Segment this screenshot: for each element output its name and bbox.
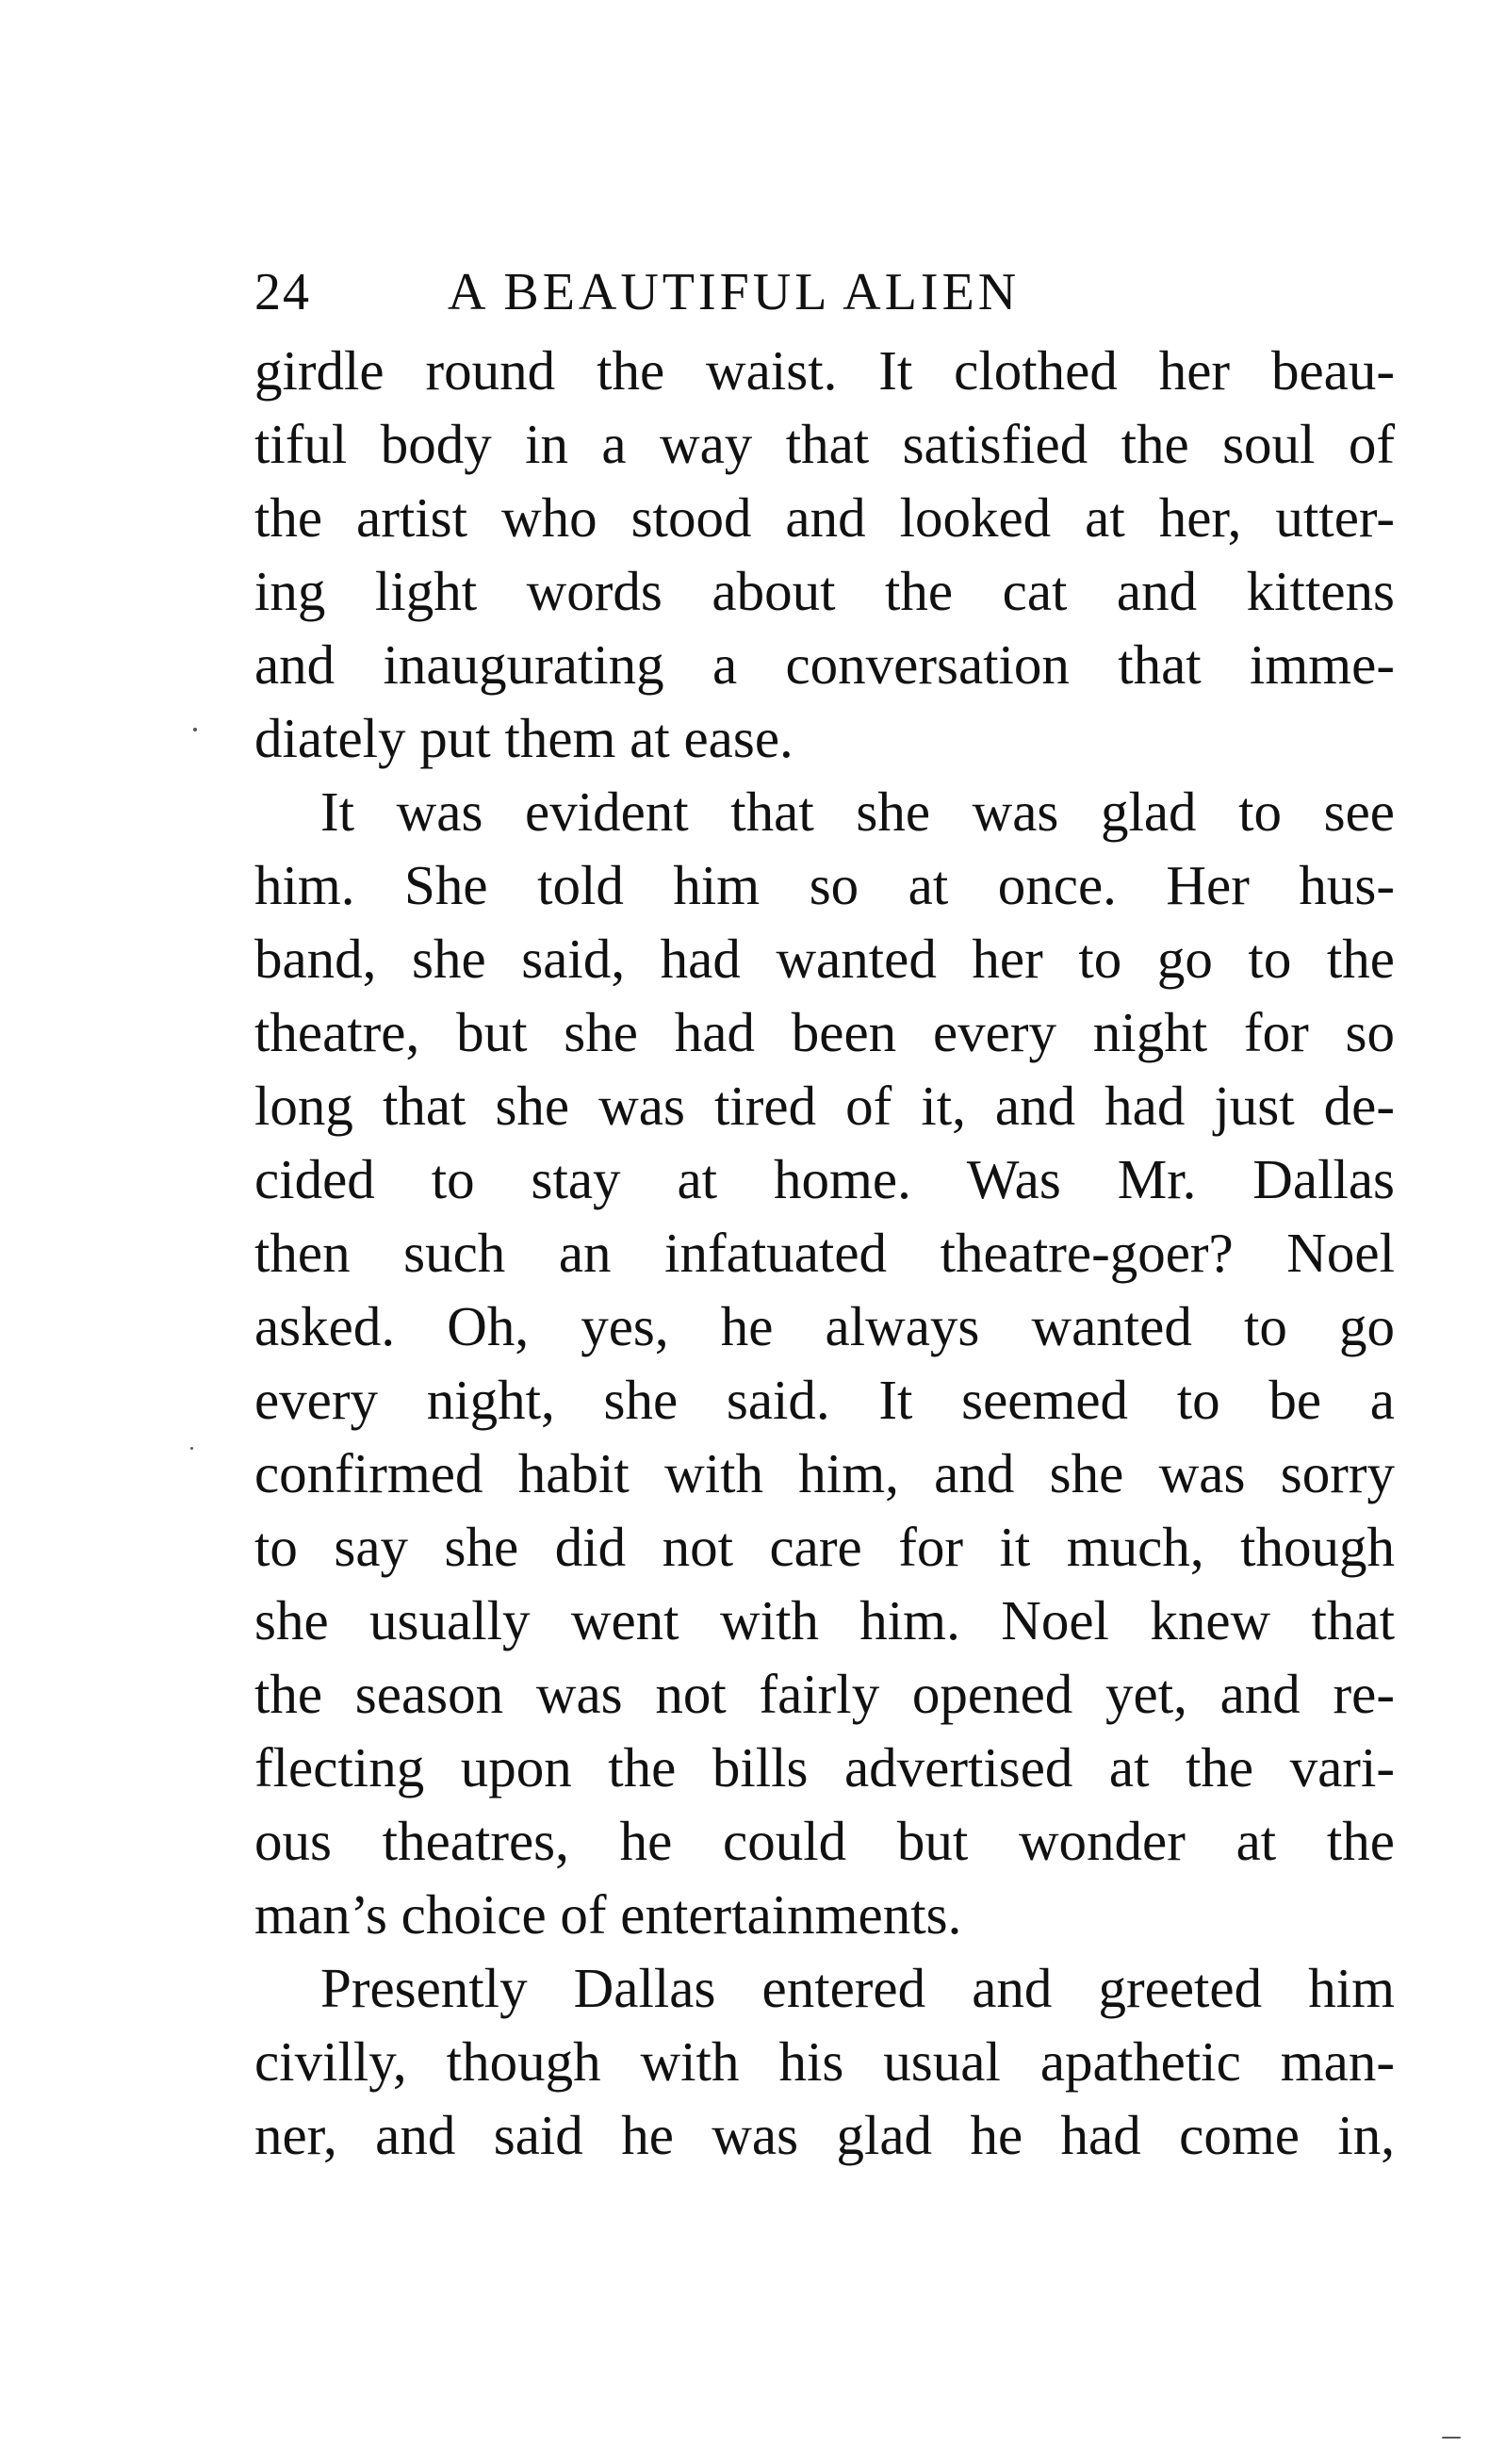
text-line: confirmed habit with him, and she was sorry (254, 1442, 1395, 1504)
scan-speck (190, 1447, 193, 1450)
text-line: every night, she said. It seemed to be a (254, 1369, 1395, 1431)
text-line: him. She told him so at once. Her hus- (254, 854, 1395, 916)
text-line: diately put them at ease. (254, 707, 794, 769)
book-page (254, 255, 1395, 2172)
page-number: 24 (254, 263, 311, 321)
text-line: to say she did not care for it much, though (254, 1516, 1395, 1578)
paragraph-1 (254, 334, 1395, 775)
text-line: band, she said, had wanted her to go to the (254, 928, 1395, 990)
text-line: civilly, though with his usual apathetic man- (254, 2030, 1395, 2093)
text-line: Presently Dallas entered and greeted him (320, 1957, 1395, 2019)
text-line: theatre, but she had been every night for so (254, 1001, 1395, 1063)
text-line: she usually went with him. Noel knew that (254, 1589, 1395, 1651)
text-line: girdle round the waist. It clothed her beau- (254, 339, 1395, 402)
scan-speck (1442, 2437, 1461, 2439)
running-head (254, 255, 1395, 330)
text-line: flecting upon the bills advertised at the vari- (254, 1736, 1395, 1799)
text-line: ous theatres, he could but wonder at the (254, 1810, 1395, 1872)
scan-speck (193, 728, 197, 731)
text-line: the artist who stood and looked at her, utter- (254, 486, 1395, 549)
text-line: It was evident that she was glad to see (320, 780, 1395, 843)
paragraph-2 (254, 775, 1395, 1951)
text-line: ing light words about the cat and kittens (254, 560, 1395, 622)
text-line: and inaugurating a conversation that imme- (254, 633, 1395, 696)
text-line: ner, and said he was glad he had come in, (254, 2104, 1395, 2166)
text-line: tiful body in a way that satisfied the soul of (254, 413, 1395, 475)
body-text (254, 334, 1395, 2172)
text-line: cided to stay at home. Was Mr. Dallas (254, 1148, 1395, 1210)
text-line: long that she was tired of it, and had just de- (254, 1075, 1395, 1137)
text-line: then such an infatuated theatre-goer? Noel (254, 1222, 1395, 1284)
text-line: man’s choice of entertainments. (254, 1883, 962, 1946)
text-line: asked. Oh, yes, he always wanted to go (254, 1295, 1395, 1357)
text-line: the season was not fairly opened yet, and re- (254, 1663, 1395, 1725)
paragraph-3 (254, 1951, 1395, 2172)
running-title: A BEAUTIFUL ALIEN (448, 263, 1021, 321)
